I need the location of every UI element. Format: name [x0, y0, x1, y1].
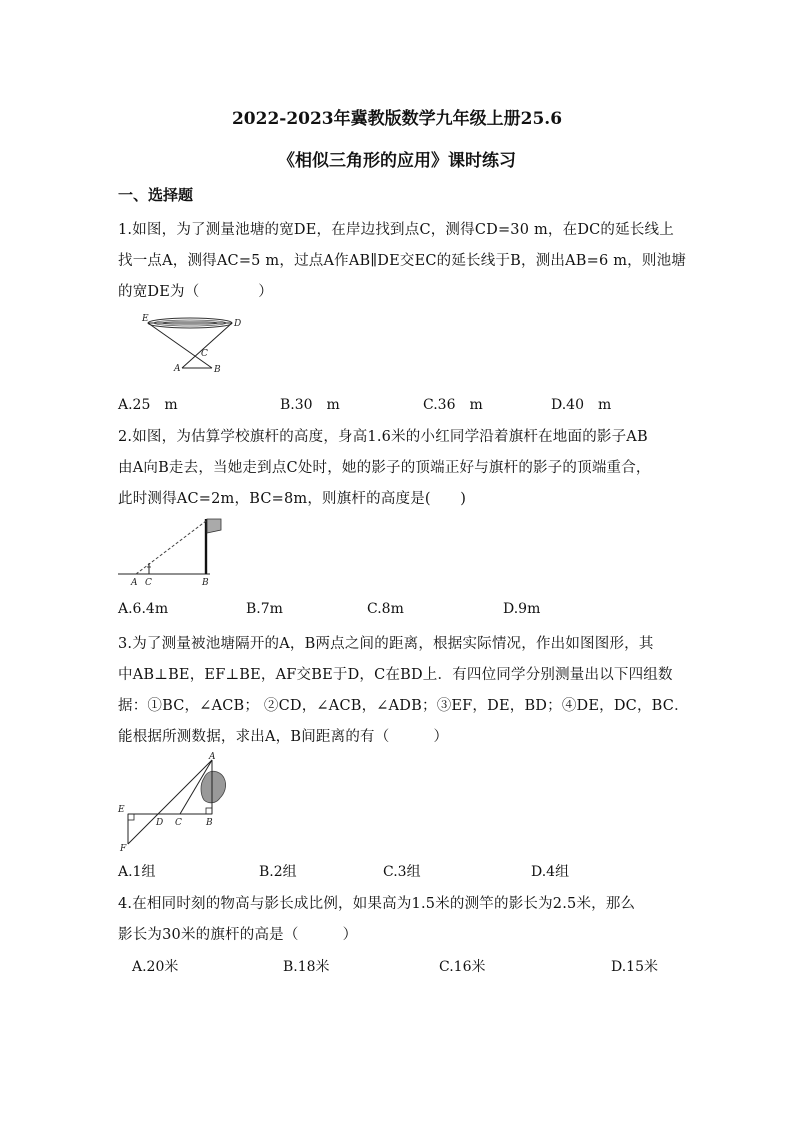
question-1-option-c[interactable]: C.36 m: [423, 397, 483, 413]
question-4-line-1: 4.在相同时刻的物高与影长成比例，如果高为1.5米的测竿的影长为2.5米，那么: [118, 896, 636, 912]
question-1-option-d[interactable]: D.40 m: [551, 397, 612, 413]
worksheet-subtitle: 《相似三角形的应用》课时练习: [278, 151, 516, 171]
question-2-line-3: 此时测得AC=2m，BC=8m，则旗杆的高度是( ): [118, 491, 467, 507]
question-3-line-4: 能根据所测数据，求出A，B间距离的有（ ）: [118, 729, 449, 745]
question-2-line-1: 2.如图，为估算学校旗杆的高度，身高1.6米的小红同学沿着旗杆在地面的影子AB: [118, 429, 648, 445]
question-1-line-3: 的宽DE为（ ）: [118, 284, 273, 300]
question-4-option-c[interactable]: C.16米: [439, 959, 486, 975]
q3-label-c: C: [175, 818, 182, 828]
q3-label-f: F: [120, 844, 127, 852]
question-3-option-b[interactable]: B.2组: [259, 864, 297, 880]
question-3-line-3: 据：①BC，∠ACB； ②CD，∠ACB，∠ADB；③EF，DE，BD；④DE，DC，BC．: [118, 698, 689, 714]
q3-label-e: E: [118, 805, 125, 815]
question-1-line-1: 1.如图，为了测量池塘的宽DE，在岸边找到点C，测得CD=30 m，在DC的延长线上: [118, 222, 674, 238]
question-2-figure: [118, 515, 228, 587]
q1-label-a: A: [174, 364, 181, 374]
q3-label-d: D: [156, 818, 164, 828]
q1-label-e: E: [142, 314, 149, 324]
q3-label-a: A: [209, 752, 216, 762]
q3-label-b: B: [206, 818, 213, 828]
section-heading: 一、选择题: [118, 186, 194, 204]
q1-label-b: B: [214, 365, 221, 375]
question-2-option-b[interactable]: B.7m: [246, 601, 283, 617]
q1-label-c: C: [201, 349, 208, 359]
question-4-option-d[interactable]: D.15米: [611, 959, 658, 975]
q2-label-b: B: [202, 578, 209, 587]
q2-label-a: A: [131, 578, 138, 587]
question-2-option-c[interactable]: C.8m: [367, 601, 404, 617]
q2-label-c: C: [145, 578, 152, 587]
question-3-figure: [116, 750, 228, 852]
question-1-line-2: 找一点A，测得AC=5 m，过点A作AB∥DE交EC的延长线于B，测出AB=6 m，则池塘: [118, 253, 686, 269]
question-2-line-2: 由A向B走去，当她走到点C处时，她的影子的顶端正好与旗杆的影子的顶端重合，: [118, 460, 651, 476]
question-4-option-b[interactable]: B.18米: [283, 959, 330, 975]
question-3-option-a[interactable]: A.1组: [118, 864, 156, 880]
question-2-option-d[interactable]: D.9m: [503, 601, 541, 617]
question-4-line-2: 影长为30米的旗杆的高是（ ）: [118, 927, 358, 943]
q1-label-d: D: [234, 319, 242, 329]
question-1-option-a[interactable]: A.25 m: [118, 397, 178, 413]
worksheet-title: 2022-2023年冀教版数学九年级上册25.6: [231, 109, 563, 129]
question-2-option-a[interactable]: A.6.4m: [118, 601, 169, 617]
question-4-option-a[interactable]: A.20米: [132, 959, 179, 975]
question-3-line-1: 3.为了测量被池塘隔开的A，B两点之间的距离，根据实际情况，作出如图图形，其: [118, 636, 654, 652]
question-1-option-b[interactable]: B.30 m: [280, 397, 340, 413]
question-3-line-2: 中AB⊥BE，EF⊥BE，AF交BE于D，C在BD上．有四位同学分别测量出以下四组数: [118, 667, 673, 683]
question-3-option-c[interactable]: C.3组: [383, 864, 421, 880]
question-1-figure: [140, 310, 250, 380]
question-3-option-d[interactable]: D.4组: [531, 864, 570, 880]
